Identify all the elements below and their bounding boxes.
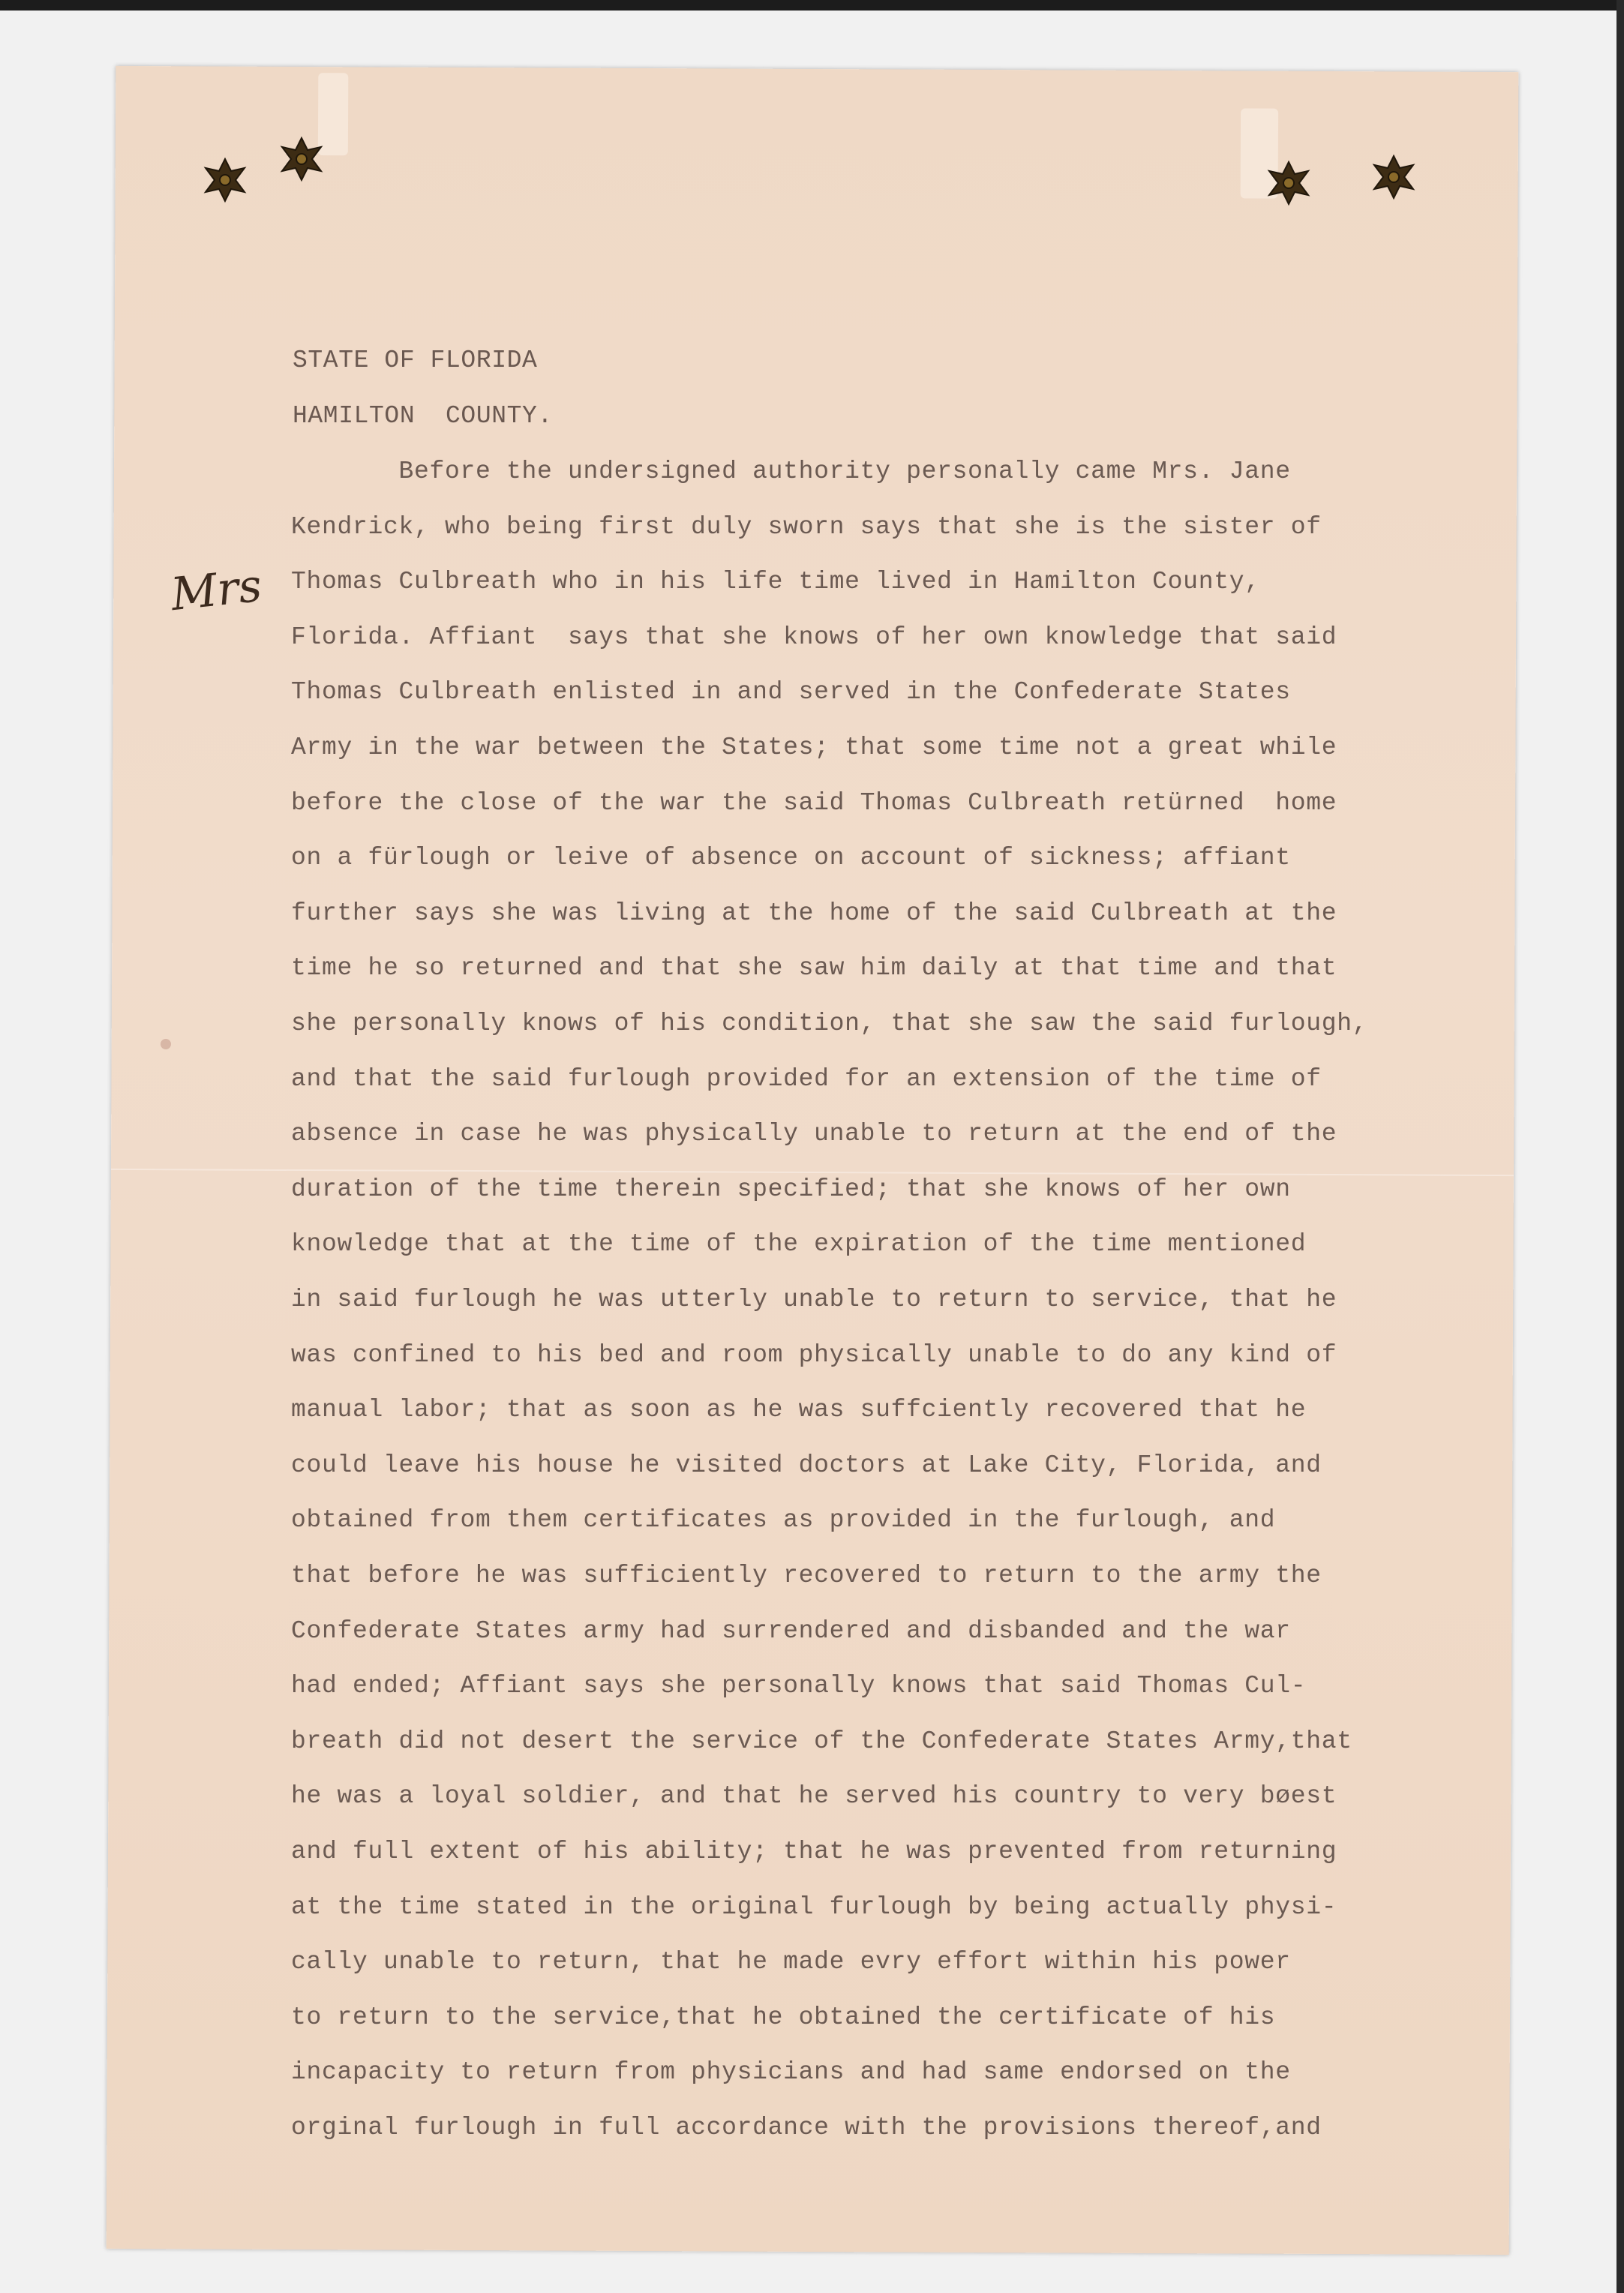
heading-county: HAMILTON COUNTY. [293,402,553,430]
body-line: at the time stated in the original furlough by being actually physi- [291,1892,1337,1921]
body-line: and that the said furlough provided for an extension of the time of [291,1064,1322,1093]
body-line: could leave his house he visited doctors at Lake City, Florida, and [291,1451,1322,1479]
body-line: duration of the time therein specified; that she knows of her own [291,1175,1291,1203]
body-line: he was a loyal soldier, and that he served his country to very bøest [291,1782,1337,1811]
body-line: Florida. Affiant says that she knows of her own knowledge that said [291,623,1337,651]
body-line: to return to the service,that he obtained the certificate of his [291,2003,1276,2031]
brad-fastener-icon [1370,153,1418,201]
body-line: Thomas Culbreath enlisted in and served in the Confederate States [291,678,1291,707]
brad-fastener-icon [201,156,249,204]
body-line: was confined to his bed and room physically unable to do any kind of [291,1340,1337,1369]
paper-spot [161,1039,171,1049]
body-line: manual labor; that as soon as he was suffciently recovered that he [291,1396,1307,1424]
body-line: orginal furlough in full accordance with the provisions thereof,and [291,2114,1322,2141]
body-line: cally unable to return, that he made evry effort within his power [291,1948,1291,1976]
body-line: Before the undersigned authority personally came Mrs. Jane [291,458,1291,485]
brad-fastener-icon [1265,159,1313,207]
brad-fastener-icon [278,135,326,183]
body-line: knowledge that at the time of the expiration of the time mentioned [291,1230,1307,1259]
body-line: obtained from them certificates as provided in the furlough, and [291,1506,1276,1535]
body-line: absence in case he was physically unable to return at the end of the [291,1120,1337,1148]
body-line: Kendrick, who being first duly sworn says that she is the sister of [291,512,1322,541]
body-line: incapacity to return from physicians and had same endorsed on the [291,2058,1291,2087]
body-line: Thomas Culbreath who in his life time lived in Hamilton County, [291,568,1260,596]
scan-right-edge [1616,0,1624,2293]
body-line: breath did not desert the service of the Confederate States Army,that [291,1727,1352,1755]
body-line: that before he was sufficiently recovered to return to the army the [291,1562,1322,1589]
body-line: further says she was living at the home of the said Culbreath at the [291,899,1337,927]
body-line: Confederate States army had surrendered and disbanded and the war [291,1616,1291,1645]
document-sheet [107,66,1519,2255]
body-line: she personally knows of his condition, that she saw the said furlough, [291,1010,1368,1037]
body-line: time he so returned and that she saw him daily at that time and that [291,954,1337,983]
handwritten-margin-note: Mrs [168,559,265,622]
heading-state: STATE OF FLORIDA [293,347,538,374]
body-line: had ended; Affiant says she personally knows that said Thomas Cul- [291,1672,1307,1700]
body-line: before the close of the war the said Thomas Culbreath retürned home [291,788,1337,817]
body-line: in said furlough he was utterly unable to return to service, that he [291,1286,1337,1313]
body-line: on a fürlough or leive of absence on account of sickness; affiant [291,844,1291,872]
scan-top-edge [0,0,1624,11]
body-line: and full extent of his ability; that he was prevented from returning [291,1838,1337,1865]
body-line: Army in the war between the States; that some time not a great while [291,734,1337,761]
